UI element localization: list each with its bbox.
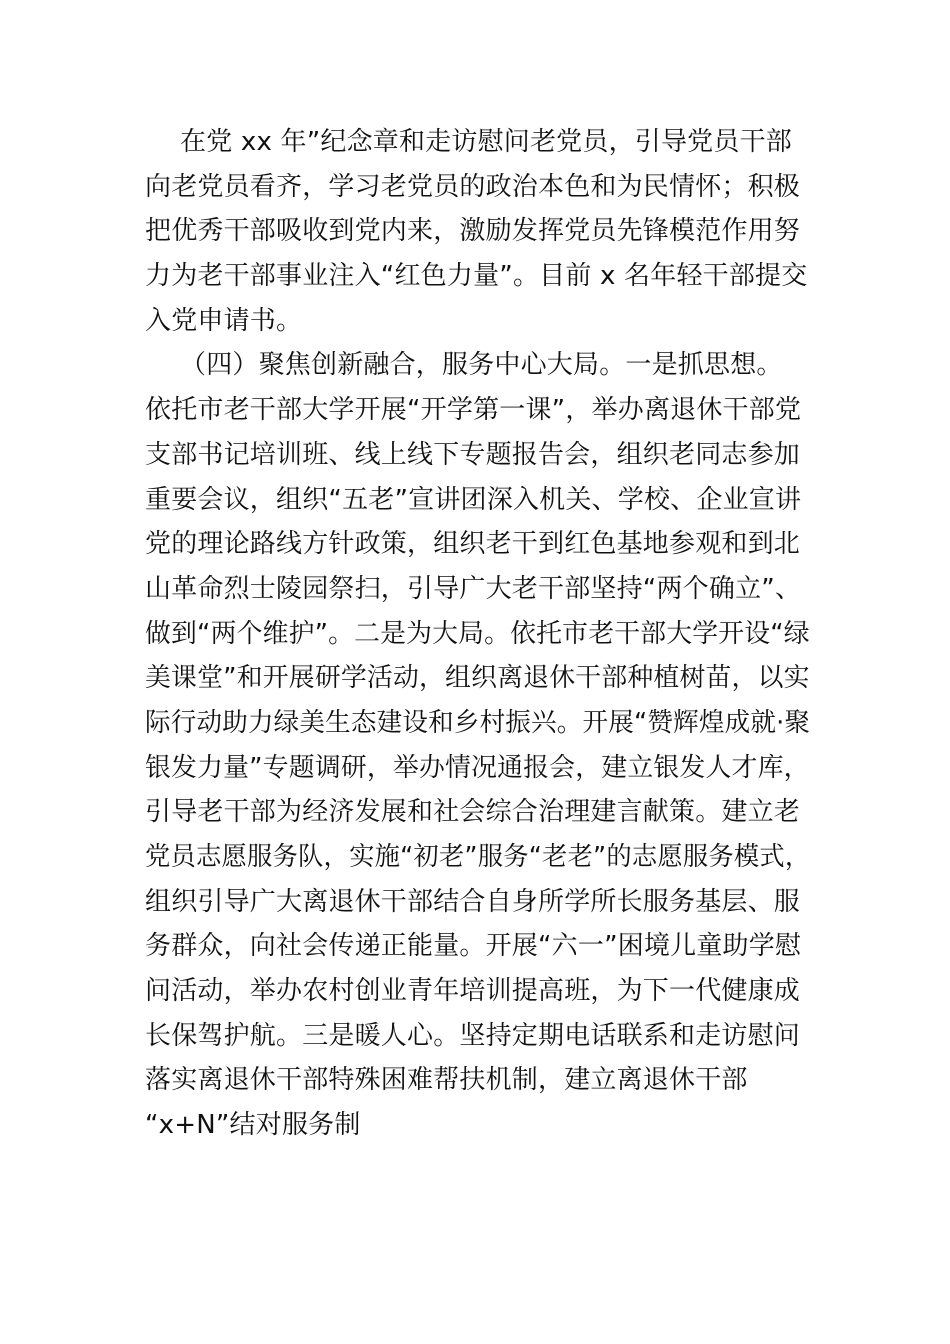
text-line: 务群众，向社会传递正能量。开展“六一”困境儿童助学慰 — [145, 931, 802, 962]
text-line: 问活动，举办农村创业青年培训提高班，为下一代健康成 — [145, 976, 801, 1007]
text-line: 支部书记培训班、线上线下专题报告会，组织老同志参加 — [145, 439, 801, 470]
text-line: 党的理论路线方针政策，组织老干到红色基地参观和到北 — [145, 529, 801, 560]
text-line: 落实离退休干部特殊困难帮扶机制，建立离退休干部 — [145, 1065, 748, 1096]
text-line: 美课堂”和开展研学活动，组织离退休干部种植树苗，以实 — [145, 663, 810, 694]
text-line: 在党 xx 年”纪念章和走访慰问老党员，引导党员干部 — [180, 127, 792, 157]
text-line: 山革命烈士陵园祭扫，引导广大老干部坚持“两个确立”、 — [145, 573, 802, 604]
text-line: “x+N”结对服务制 — [145, 1110, 361, 1141]
text-line: 入党申请书。 — [145, 305, 303, 336]
text-line: 组织引导广大离退休干部结合自身所学所长服务基层、服 — [145, 886, 801, 917]
text-line: 党员志愿服务队，实施“初老”服务“老老”的志愿服务模式， — [145, 842, 811, 872]
text-line: 际行动助力绿美生态建设和乡村振兴。开展“赞辉煌成就·聚 — [145, 707, 811, 738]
text-line: 长保驾护航。三是暖人心。坚持定期电话联系和走访慰问 — [145, 1020, 801, 1051]
text-line: 向老党员看齐，学习老党员的政治本色和为民情怀；积极 — [145, 171, 801, 202]
body-text — [145, 120, 810, 1148]
text-line: 银发力量”专题调研，举办情况通报会，建立银发人才库， — [145, 752, 810, 783]
text-line: 依托市老干部大学开展“开学第一课”，举办离退休干部党 — [145, 395, 802, 426]
text-line: 把优秀干部吸收到党内来，激励发挥党员先锋模范作用努 — [145, 216, 801, 247]
text-line: 力为老干部事业注入“红色力量”。目前 x 名年轻干部提交 — [145, 261, 808, 292]
section-heading-line: （四）聚焦创新融合，服务中心大局。一是抓思想。 — [180, 350, 783, 381]
text-line: 做到“两个维护”。二是为大局。依托市老干部大学开设“绿 — [145, 618, 810, 649]
text-line: 引导老干部为经济发展和社会综合治理建言献策。建立老 — [145, 797, 801, 828]
text-line: 重要会议，组织“五老”宣讲团深入机关、学校、企业宣讲 — [145, 484, 802, 515]
